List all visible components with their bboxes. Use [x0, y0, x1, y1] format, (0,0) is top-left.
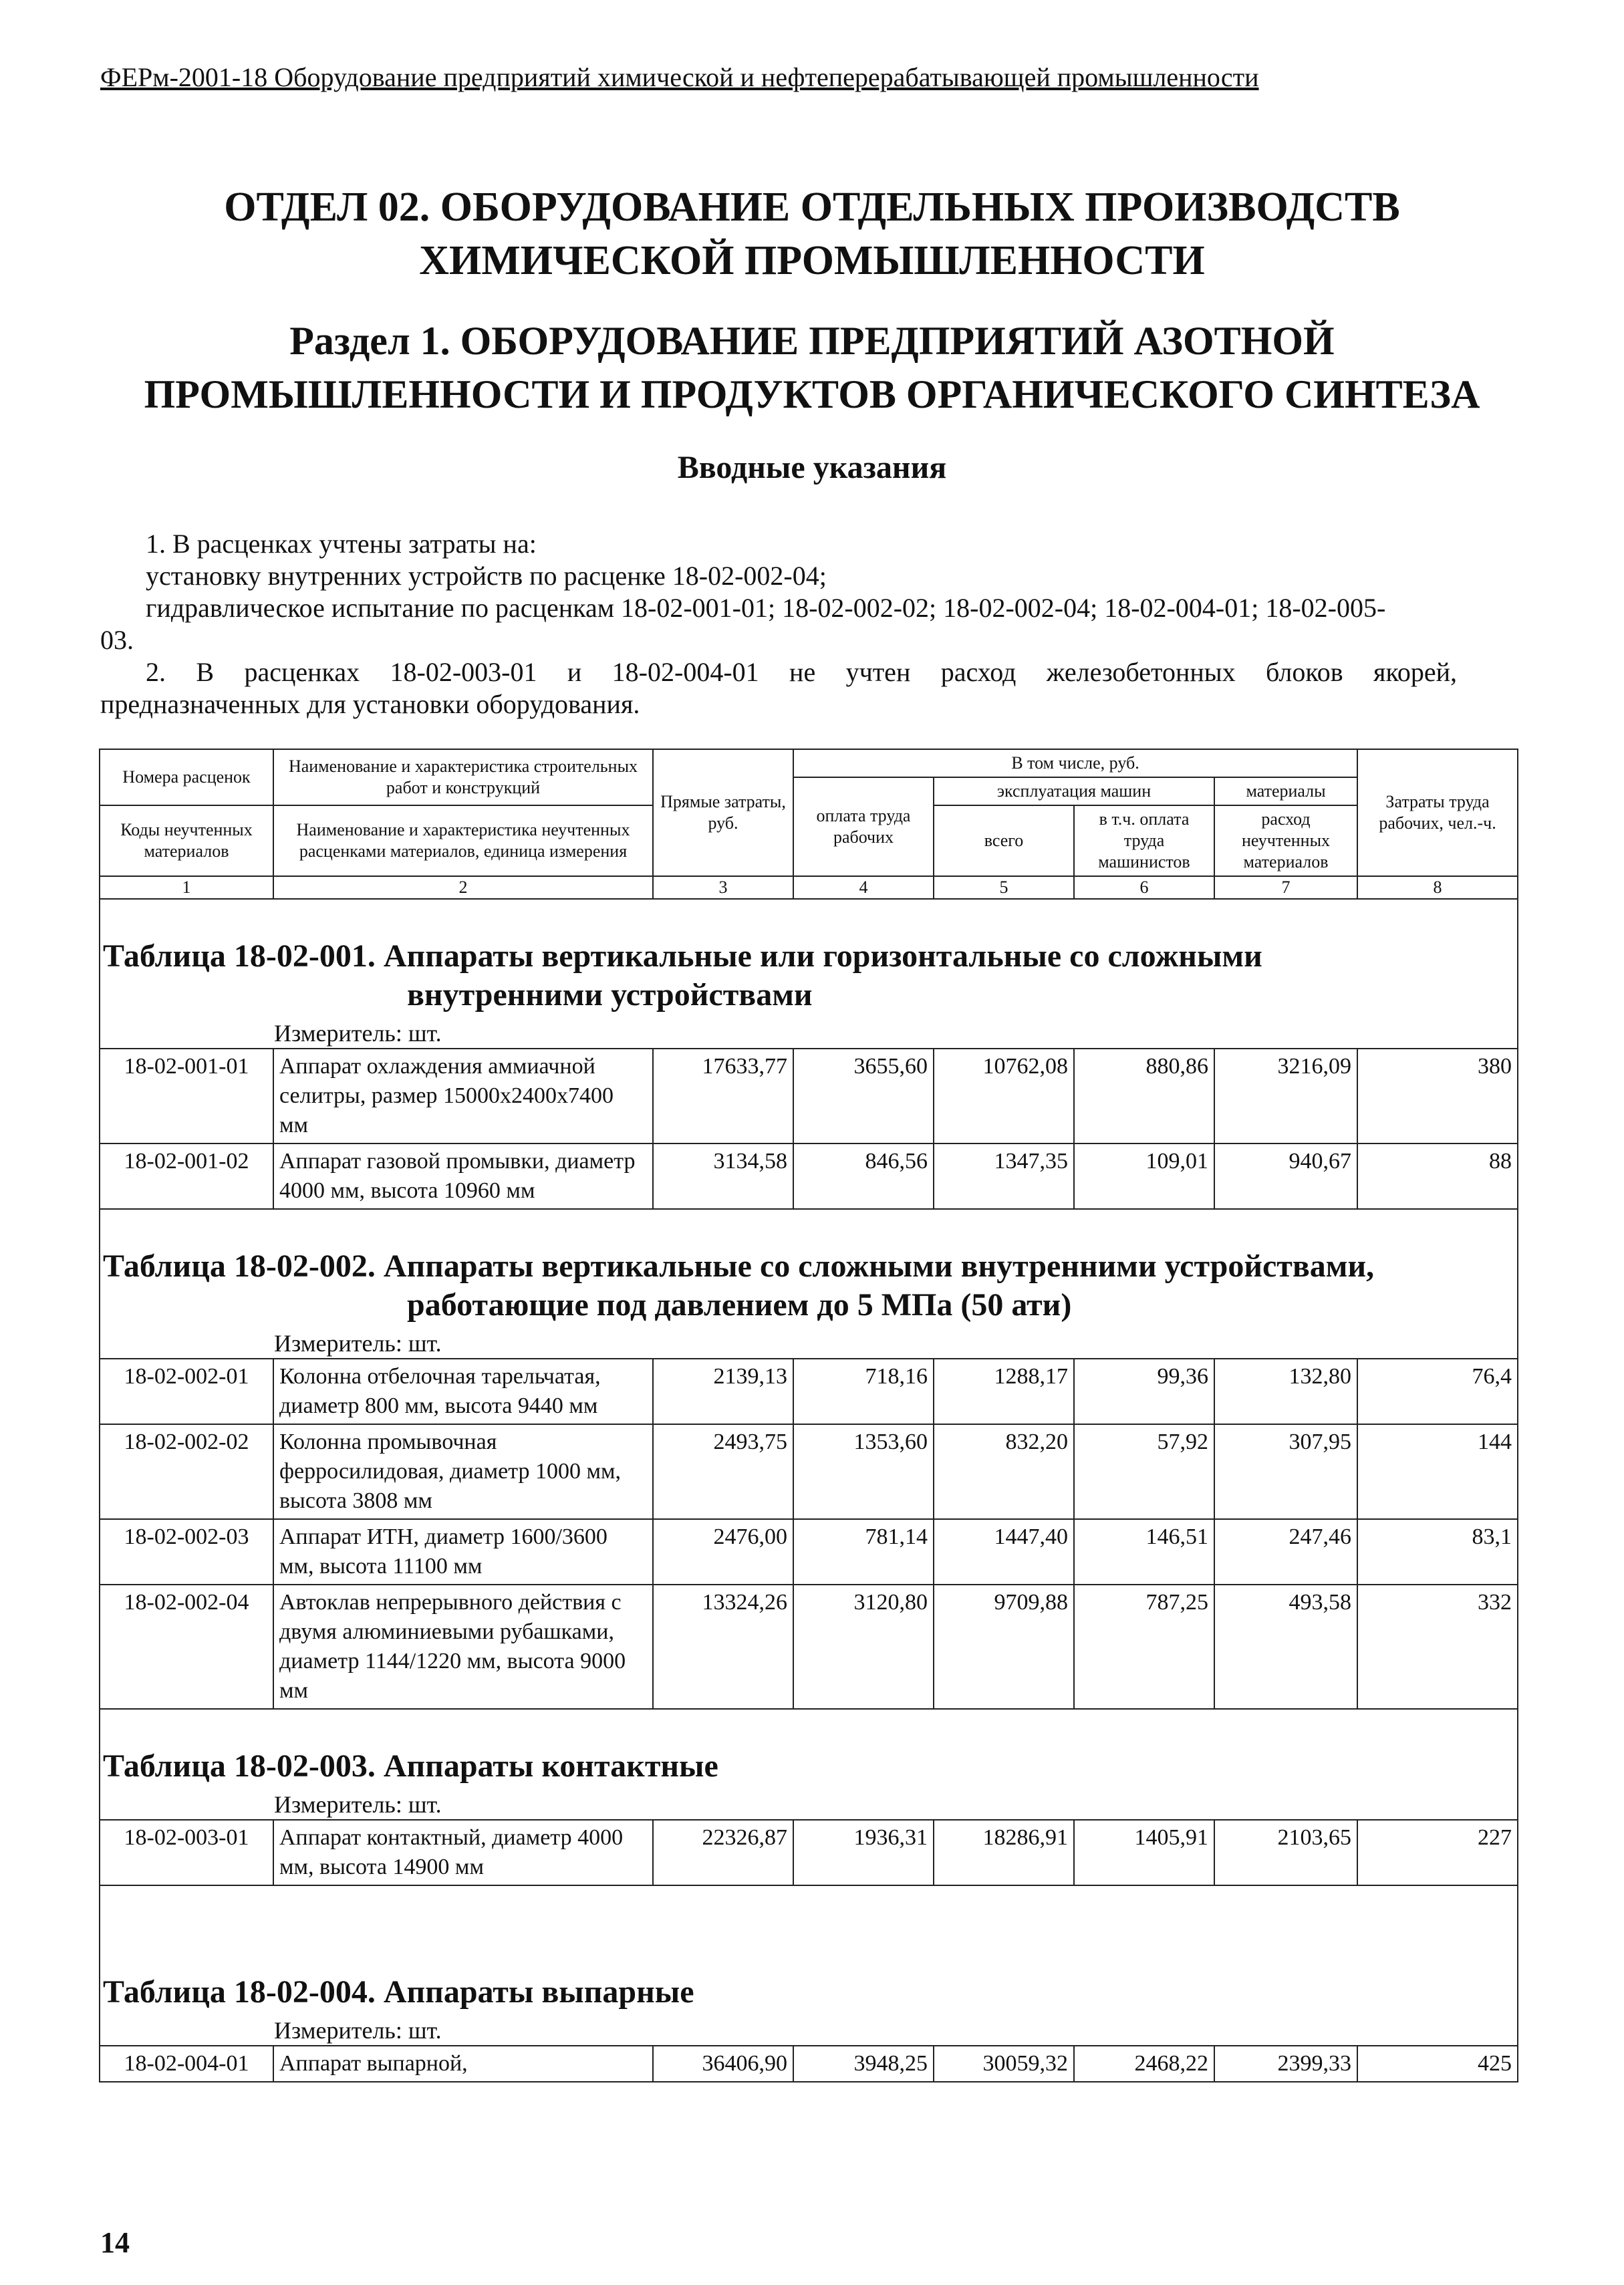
column-number: 4 — [793, 876, 934, 899]
column-numbers-row — [100, 876, 1518, 899]
materials-value: 940,67 — [1214, 1144, 1357, 1209]
rate-code: 18-02-002-01 — [100, 1359, 273, 1424]
direct-costs-value: 22326,87 — [653, 1820, 793, 1885]
header-direct-costs: Прямые затраты, руб. — [653, 749, 793, 876]
direct-costs-value: 2139,13 — [653, 1359, 793, 1424]
header-in-that-number: В том числе, руб. — [793, 749, 1357, 777]
intro-line: установку внутренних устройств по расценке 18-02-002-04; — [146, 561, 827, 591]
table-title-line: Таблица 18-02-004. Аппараты выпарные — [103, 1974, 694, 2010]
rate-code: 18-02-003-01 — [100, 1820, 273, 1885]
header-materials-unaccounted: расход неучтенных материалов — [1214, 805, 1357, 876]
column-number: 6 — [1074, 876, 1214, 899]
materials-value: 247,46 — [1214, 1519, 1357, 1585]
table-row — [100, 1049, 1518, 1144]
unit-label: Измеритель: шт. — [100, 1019, 1518, 1049]
labor-pay-value: 3120,80 — [793, 1585, 934, 1709]
rate-code: 18-02-002-04 — [100, 1585, 273, 1709]
rate-name: Аппарат охлаждения аммиачной селитры, размер 15000х2400х7400 мм — [273, 1049, 653, 1144]
header-work-name: Наименование и характеристика строительных работ и конструкций — [273, 749, 653, 805]
table-title — [100, 1885, 1518, 2016]
rate-name: Аппарат ИТН, диаметр 1600/3600 мм, высота 11100 мм — [273, 1519, 653, 1585]
unit-row — [100, 2016, 1518, 2046]
header-materials: материалы — [1214, 777, 1357, 805]
table-row — [100, 2046, 1518, 2082]
direct-costs-value: 3134,58 — [653, 1144, 793, 1209]
column-number: 5 — [934, 876, 1074, 899]
header-machine-total: всего — [934, 805, 1074, 876]
rate-code: 18-02-002-03 — [100, 1519, 273, 1585]
direct-costs-value: 2493,75 — [653, 1424, 793, 1519]
intro-notes — [100, 528, 1457, 720]
header-labor-pay: оплата труда рабочих — [793, 777, 934, 876]
intro-line: 2. В расценках 18-02-003-01 и 18-02-004-01 не учтен расход железобетонных блоков якорей, — [146, 657, 1457, 687]
running-header: ФЕРм-2001-18 Оборудование предприятий химической и нефтеперерабатывающей промышленности — [100, 62, 1259, 92]
operators-value: 2468,22 — [1074, 2046, 1214, 2082]
unit-row — [100, 1790, 1518, 1820]
table-title-line: работающие под давлением до 5 МПа (50 ати) — [407, 1287, 1072, 1323]
operators-value: 146,51 — [1074, 1519, 1214, 1585]
unit-label: Измеритель: шт. — [100, 1790, 1518, 1820]
materials-value: 2103,65 — [1214, 1820, 1357, 1885]
table-row — [100, 1144, 1518, 1209]
materials-value: 132,80 — [1214, 1359, 1357, 1424]
unit-row — [100, 1019, 1518, 1049]
unit-label: Измеритель: шт. — [100, 1329, 1518, 1359]
header-machine-operation: эксплуатация машин — [934, 777, 1214, 805]
table-title-line: внутренними устройствами — [407, 977, 813, 1013]
table-title-row — [100, 1709, 1518, 1790]
labor-pay-value: 718,16 — [793, 1359, 934, 1424]
rate-code: 18-02-001-02 — [100, 1144, 273, 1209]
machines-value: 9709,88 — [934, 1585, 1074, 1709]
labor-pay-value: 3948,25 — [793, 2046, 934, 2082]
header-unaccounted-codes: Коды неучтенных материалов — [100, 805, 273, 876]
machines-value: 832,20 — [934, 1424, 1074, 1519]
labor-hours-value: 227 — [1357, 1820, 1518, 1885]
machines-value: 1288,17 — [934, 1359, 1074, 1424]
labor-pay-value: 781,14 — [793, 1519, 934, 1585]
rate-code: 18-02-004-01 — [100, 2046, 273, 2082]
labor-hours-value: 332 — [1357, 1585, 1518, 1709]
table-title-line: Таблица 18-02-003. Аппараты контактные — [103, 1748, 718, 1784]
labor-hours-value: 76,4 — [1357, 1359, 1518, 1424]
table-row — [100, 1424, 1518, 1519]
labor-pay-value: 1353,60 — [793, 1424, 934, 1519]
direct-costs-value: 17633,77 — [653, 1049, 793, 1144]
direct-costs-value: 2476,00 — [653, 1519, 793, 1585]
rate-name: Колонна промывочная ферросилидовая, диаметр 1000 мм, высота 3808 мм — [273, 1424, 653, 1519]
table-title — [100, 899, 1518, 1019]
materials-value: 3216,09 — [1214, 1049, 1357, 1144]
table-title-line: Таблица 18-02-001. Аппараты вертикальные или горизонтальные со сложными — [103, 938, 1262, 974]
labor-hours-value: 425 — [1357, 2046, 1518, 2082]
section-title-line: ПРОМЫШЛЕННОСТИ И ПРОДУКТОВ ОРГАНИЧЕСКОГО СИНТЕЗА — [144, 372, 1480, 416]
section-title-line: Раздел 1. ОБОРУДОВАНИЕ ПРЕДПРИЯТИЙ АЗОТНОЙ — [289, 319, 1335, 363]
header-rate-numbers: Номера расценок — [100, 749, 273, 805]
table-title-row — [100, 1885, 1518, 2016]
table-title-line: Таблица 18-02-002. Аппараты вертикальные со сложными внутренними устройствами, — [103, 1248, 1375, 1284]
intro-line: 03. — [100, 625, 134, 655]
column-number: 3 — [653, 876, 793, 899]
materials-value: 307,95 — [1214, 1424, 1357, 1519]
rate-name: Аппарат контактный, диаметр 4000 мм, высота 14900 мм — [273, 1820, 653, 1885]
table-row — [100, 1820, 1518, 1885]
table-row — [100, 1519, 1518, 1585]
unit-label: Измеритель: шт. — [100, 2016, 1518, 2046]
department-title-line: ОТДЕЛ 02. ОБОРУДОВАНИЕ ОТДЕЛЬНЫХ ПРОИЗВОДСТВ — [224, 184, 1400, 230]
column-number: 7 — [1214, 876, 1357, 899]
rate-code: 18-02-002-02 — [100, 1424, 273, 1519]
labor-pay-value: 846,56 — [793, 1144, 934, 1209]
table-title-row — [100, 1209, 1518, 1329]
department-title-line: ХИМИЧЕСКОЙ ПРОМЫШЛЕННОСТИ — [419, 238, 1205, 283]
table-title-row — [100, 899, 1518, 1019]
intro-line: гидравлическое испытание по расценкам 18-02-001-01; 18-02-002-02; 18-02-002-04; 18-02-004-01; 18-02-005- — [146, 593, 1386, 623]
direct-costs-value: 13324,26 — [653, 1585, 793, 1709]
operators-value: 99,36 — [1074, 1359, 1214, 1424]
rate-name: Аппарат газовой промывки, диаметр 4000 мм, высота 10960 мм — [273, 1144, 653, 1209]
intro-line: предназначенных для установки оборудования. — [100, 689, 640, 719]
operators-value: 1405,91 — [1074, 1820, 1214, 1885]
machines-value: 10762,08 — [934, 1049, 1074, 1144]
rate-name: Автоклав непрерывного действия с двумя алюминиевыми рубашками, диаметр 1144/1220 мм, высота 9000 мм — [273, 1585, 653, 1709]
machines-value: 30059,32 — [934, 2046, 1074, 2082]
page-number: 14 — [100, 2226, 130, 2259]
header-row — [100, 749, 1518, 777]
operators-value: 109,01 — [1074, 1144, 1214, 1209]
rates-table — [99, 749, 1518, 2082]
direct-costs-value: 36406,90 — [653, 2046, 793, 2082]
rate-name: Колонна отбелочная тарельчатая, диаметр 800 мм, высота 9440 мм — [273, 1359, 653, 1424]
header-operator-pay: в т.ч. оплата труда машинистов — [1074, 805, 1214, 876]
intro-title: Вводные указания — [677, 450, 947, 485]
section-title — [0, 314, 1624, 421]
materials-value: 493,58 — [1214, 1585, 1357, 1709]
column-number: 2 — [273, 876, 653, 899]
table-row — [100, 1359, 1518, 1424]
column-number: 8 — [1357, 876, 1518, 899]
labor-hours-value: 380 — [1357, 1049, 1518, 1144]
machines-value: 1447,40 — [934, 1519, 1074, 1585]
header-unaccounted-names: Наименование и характеристика неучтенных расценками материалов, единица измерения — [273, 805, 653, 876]
intro-line: 1. В расценках учтены затраты на: — [146, 529, 537, 559]
table-title — [100, 1209, 1518, 1329]
unit-row — [100, 1329, 1518, 1359]
labor-hours-value: 144 — [1357, 1424, 1518, 1519]
machines-value: 18286,91 — [934, 1820, 1074, 1885]
materials-value: 2399,33 — [1214, 2046, 1357, 2082]
table-title — [100, 1709, 1518, 1790]
column-number: 1 — [100, 876, 273, 899]
labor-hours-value: 88 — [1357, 1144, 1518, 1209]
labor-pay-value: 1936,31 — [793, 1820, 934, 1885]
operators-value: 787,25 — [1074, 1585, 1214, 1709]
header-labor-costs: Затраты труда рабочих, чел.-ч. — [1357, 749, 1518, 876]
table-row — [100, 1585, 1518, 1709]
labor-pay-value: 3655,60 — [793, 1049, 934, 1144]
machines-value: 1347,35 — [934, 1144, 1074, 1209]
operators-value: 57,92 — [1074, 1424, 1214, 1519]
department-title — [0, 180, 1624, 287]
operators-value: 880,86 — [1074, 1049, 1214, 1144]
labor-hours-value: 83,1 — [1357, 1519, 1518, 1585]
rate-code: 18-02-001-01 — [100, 1049, 273, 1144]
rate-name: Аппарат выпарной, — [273, 2046, 653, 2082]
